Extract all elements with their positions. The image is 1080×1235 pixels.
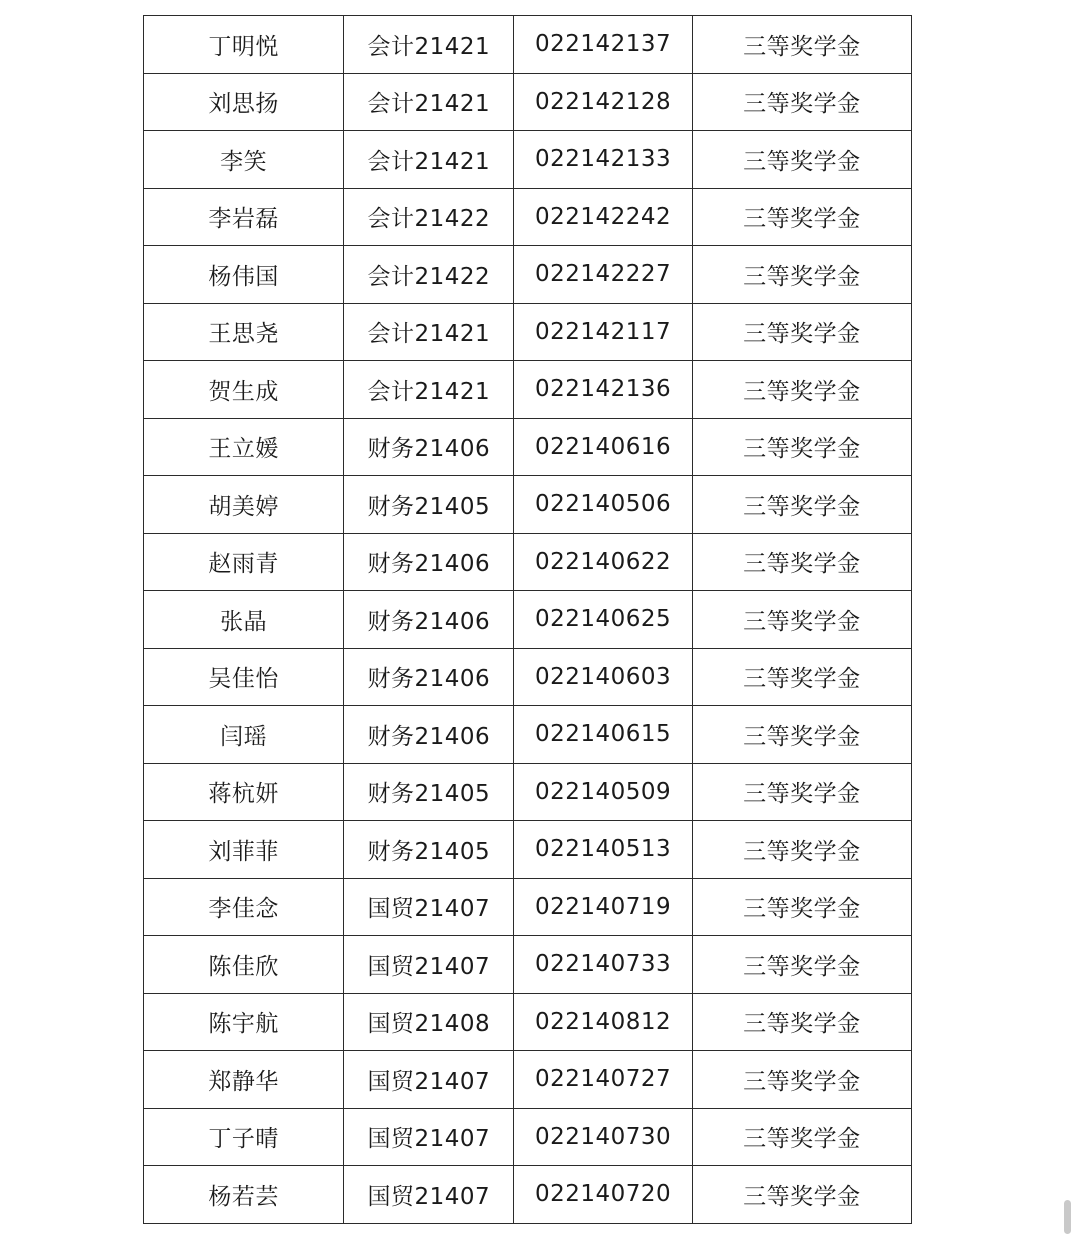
award-cell: 三等奖学金 — [692, 1166, 911, 1224]
student-name-cell: 王思尧 — [144, 303, 344, 361]
student-id-cell: 022140622 — [514, 533, 692, 591]
student-name-cell: 李笑 — [144, 131, 344, 189]
class-cell: 会计21422 — [344, 188, 514, 246]
award-cell: 三等奖学金 — [692, 188, 911, 246]
award-cell: 三等奖学金 — [692, 476, 911, 534]
student-id-cell: 022142227 — [514, 246, 692, 304]
award-cell: 三等奖学金 — [692, 648, 911, 706]
class-cell: 国贸21407 — [344, 1051, 514, 1109]
class-cell: 财务21405 — [344, 821, 514, 879]
award-cell: 三等奖学金 — [692, 16, 911, 74]
class-cell: 财务21406 — [344, 418, 514, 476]
class-cell: 国贸21408 — [344, 993, 514, 1051]
table-row — [144, 246, 912, 304]
student-id-cell: 022142133 — [514, 131, 692, 189]
award-cell: 三等奖学金 — [692, 1051, 911, 1109]
class-cell: 财务21406 — [344, 533, 514, 591]
vertical-scrollbar[interactable] — [1064, 1200, 1071, 1234]
scholarship-table — [143, 15, 912, 1224]
table-row — [144, 763, 912, 821]
student-name-cell: 王立媛 — [144, 418, 344, 476]
student-name-cell: 郑静华 — [144, 1051, 344, 1109]
student-id-cell: 022140616 — [514, 418, 692, 476]
class-cell: 会计21421 — [344, 131, 514, 189]
student-name-cell: 张晶 — [144, 591, 344, 649]
student-name-cell: 刘思扬 — [144, 73, 344, 131]
table-row — [144, 16, 912, 74]
student-id-cell: 022142137 — [514, 16, 692, 74]
award-cell: 三等奖学金 — [692, 73, 911, 131]
table-row — [144, 533, 912, 591]
award-cell: 三等奖学金 — [692, 131, 911, 189]
award-cell: 三等奖学金 — [692, 993, 911, 1051]
table-row — [144, 1166, 912, 1224]
student-name-cell: 杨伟国 — [144, 246, 344, 304]
table-row — [144, 361, 912, 419]
class-cell: 国贸21407 — [344, 878, 514, 936]
student-name-cell: 贺生成 — [144, 361, 344, 419]
award-cell: 三等奖学金 — [692, 936, 911, 994]
class-cell: 会计21422 — [344, 246, 514, 304]
student-id-cell: 022142242 — [514, 188, 692, 246]
award-cell: 三等奖学金 — [692, 763, 911, 821]
table-row — [144, 1108, 912, 1166]
student-name-cell: 吴佳怡 — [144, 648, 344, 706]
class-cell: 会计21421 — [344, 16, 514, 74]
student-name-cell: 杨若芸 — [144, 1166, 344, 1224]
student-name-cell: 陈宇航 — [144, 993, 344, 1051]
student-id-cell: 022140733 — [514, 936, 692, 994]
class-cell: 国贸21407 — [344, 1166, 514, 1224]
class-cell: 国贸21407 — [344, 936, 514, 994]
student-id-cell: 022140812 — [514, 993, 692, 1051]
table-row — [144, 188, 912, 246]
student-id-cell: 022140625 — [514, 591, 692, 649]
table-row — [144, 821, 912, 879]
award-cell: 三等奖学金 — [692, 706, 911, 764]
student-id-cell: 022142136 — [514, 361, 692, 419]
table-row — [144, 591, 912, 649]
student-id-cell: 022140720 — [514, 1166, 692, 1224]
student-name-cell: 刘菲菲 — [144, 821, 344, 879]
award-cell: 三等奖学金 — [692, 878, 911, 936]
award-cell: 三等奖学金 — [692, 821, 911, 879]
class-cell: 国贸21407 — [344, 1108, 514, 1166]
student-name-cell: 闫瑶 — [144, 706, 344, 764]
class-cell: 财务21405 — [344, 476, 514, 534]
award-cell: 三等奖学金 — [692, 1108, 911, 1166]
class-cell: 会计21421 — [344, 303, 514, 361]
student-name-cell: 丁子晴 — [144, 1108, 344, 1166]
award-cell: 三等奖学金 — [692, 533, 911, 591]
table-row — [144, 878, 912, 936]
student-id-cell: 022142117 — [514, 303, 692, 361]
award-cell: 三等奖学金 — [692, 361, 911, 419]
student-name-cell: 赵雨青 — [144, 533, 344, 591]
table-row — [144, 131, 912, 189]
class-cell: 财务21406 — [344, 591, 514, 649]
class-cell: 会计21421 — [344, 361, 514, 419]
student-name-cell: 陈佳欣 — [144, 936, 344, 994]
student-id-cell: 022140509 — [514, 763, 692, 821]
award-cell: 三等奖学金 — [692, 303, 911, 361]
student-name-cell: 李岩磊 — [144, 188, 344, 246]
student-name-cell: 蒋杭妍 — [144, 763, 344, 821]
student-id-cell: 022142128 — [514, 73, 692, 131]
student-name-cell: 李佳念 — [144, 878, 344, 936]
table-row — [144, 706, 912, 764]
table-row — [144, 993, 912, 1051]
award-cell: 三等奖学金 — [692, 246, 911, 304]
student-id-cell: 022140603 — [514, 648, 692, 706]
student-id-cell: 022140615 — [514, 706, 692, 764]
student-name-cell: 丁明悦 — [144, 16, 344, 74]
class-cell: 财务21406 — [344, 648, 514, 706]
student-name-cell: 胡美婷 — [144, 476, 344, 534]
award-cell: 三等奖学金 — [692, 591, 911, 649]
award-cell: 三等奖学金 — [692, 418, 911, 476]
student-id-cell: 022140513 — [514, 821, 692, 879]
table-row — [144, 936, 912, 994]
student-id-cell: 022140727 — [514, 1051, 692, 1109]
class-cell: 会计21421 — [344, 73, 514, 131]
table-row — [144, 648, 912, 706]
student-id-cell: 022140506 — [514, 476, 692, 534]
class-cell: 财务21405 — [344, 763, 514, 821]
table-row — [144, 73, 912, 131]
table-row — [144, 418, 912, 476]
student-id-cell: 022140730 — [514, 1108, 692, 1166]
class-cell: 财务21406 — [344, 706, 514, 764]
table-row — [144, 303, 912, 361]
table-row — [144, 1051, 912, 1109]
student-id-cell: 022140719 — [514, 878, 692, 936]
table-row — [144, 476, 912, 534]
table-body — [144, 16, 912, 1224]
